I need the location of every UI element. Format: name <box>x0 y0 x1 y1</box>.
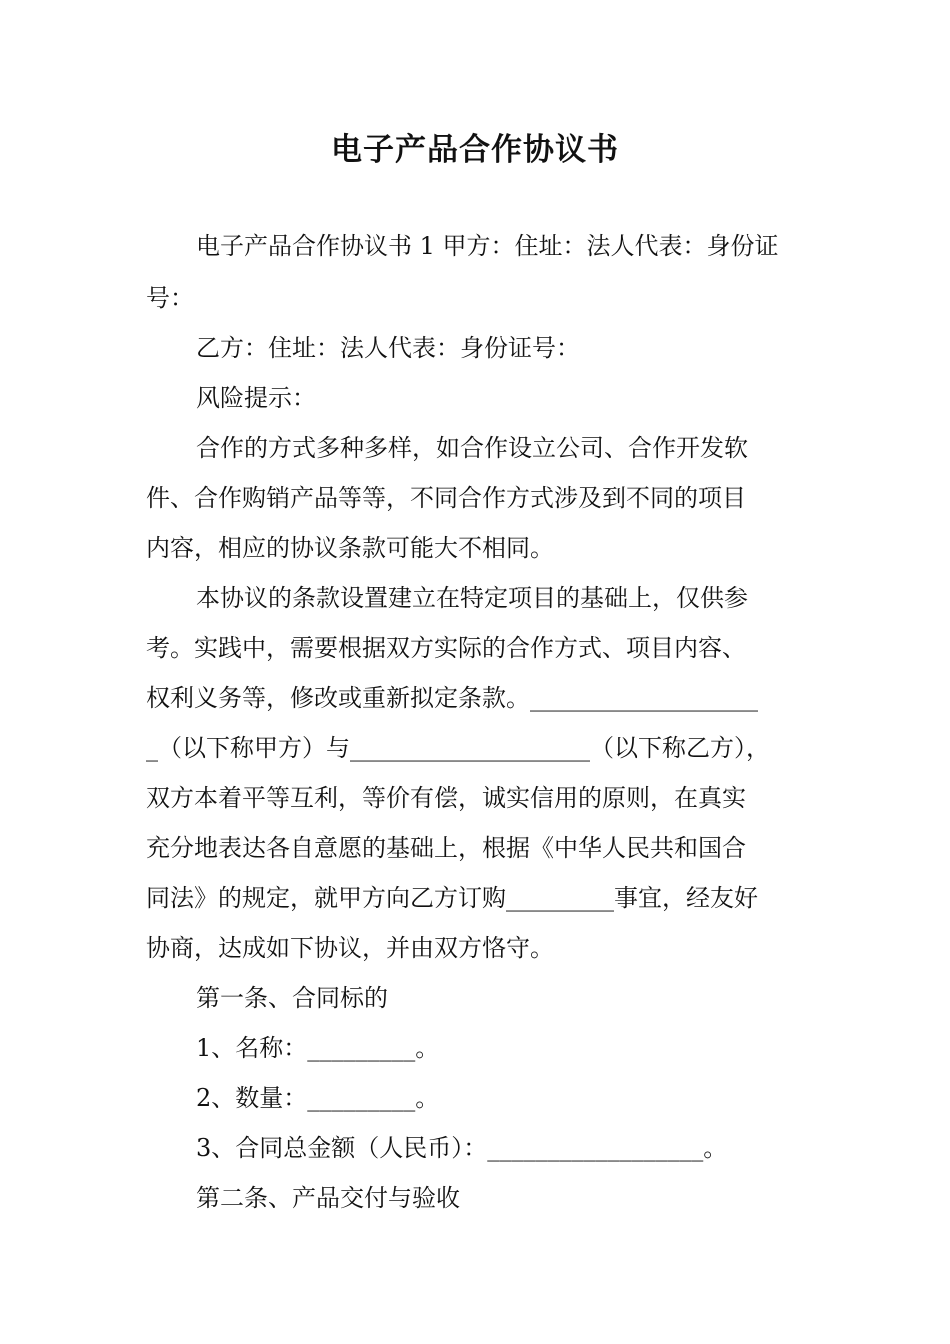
section-heading: 第一条、合同标的 <box>196 984 388 1012</box>
paragraph-line: 本协议的条款设置建立在特定项目的基础上，仅供参 <box>196 584 748 612</box>
paragraph-line: 权利义务等，修改或重新拟定条款。___________________ <box>146 684 758 712</box>
paragraph-line: _（以下称甲方）与____________________（以下称乙方）， <box>146 734 770 762</box>
paragraph-line: 号： <box>146 284 194 312</box>
paragraph-line: 同法》的规定，就甲方向乙方订购_________事宜，经友好 <box>146 884 758 912</box>
paragraph-line: 充分地表达各自意愿的基础上，根据《中华人民共和国合 <box>146 834 746 862</box>
list-item: 1、名称：_________。 <box>196 1034 440 1062</box>
paragraph-line: 乙方：住址：法人代表：身份证号： <box>196 334 580 362</box>
list-item: 3、合同总金额（人民币）：__________________。 <box>196 1134 728 1162</box>
paragraph-line: 考。实践中，需要根据双方实际的合作方式、项目内容、 <box>146 634 746 662</box>
list-item: 2、数量：_________。 <box>196 1084 440 1112</box>
paragraph-line: 协商，达成如下协议，并由双方恪守。 <box>146 934 554 962</box>
paragraph-line: 双方本着平等互利，等价有偿，诚实信用的原则，在真实 <box>146 784 746 812</box>
paragraph-line: 合作的方式多种多样，如合作设立公司、合作开发软 <box>196 434 748 462</box>
document-title: 电子产品合作协议书 <box>331 132 619 168</box>
section-heading: 第二条、产品交付与验收 <box>196 1184 460 1212</box>
paragraph-line: 风险提示： <box>196 384 316 412</box>
paragraph-line: 电子产品合作协议书 1 甲方：住址：法人代表：身份证 <box>196 232 779 260</box>
paragraph-line: 内容，相应的协议条款可能大不相同。 <box>146 534 554 562</box>
paragraph-line: 件、合作购销产品等等，不同合作方式涉及到不同的项目 <box>146 484 746 512</box>
